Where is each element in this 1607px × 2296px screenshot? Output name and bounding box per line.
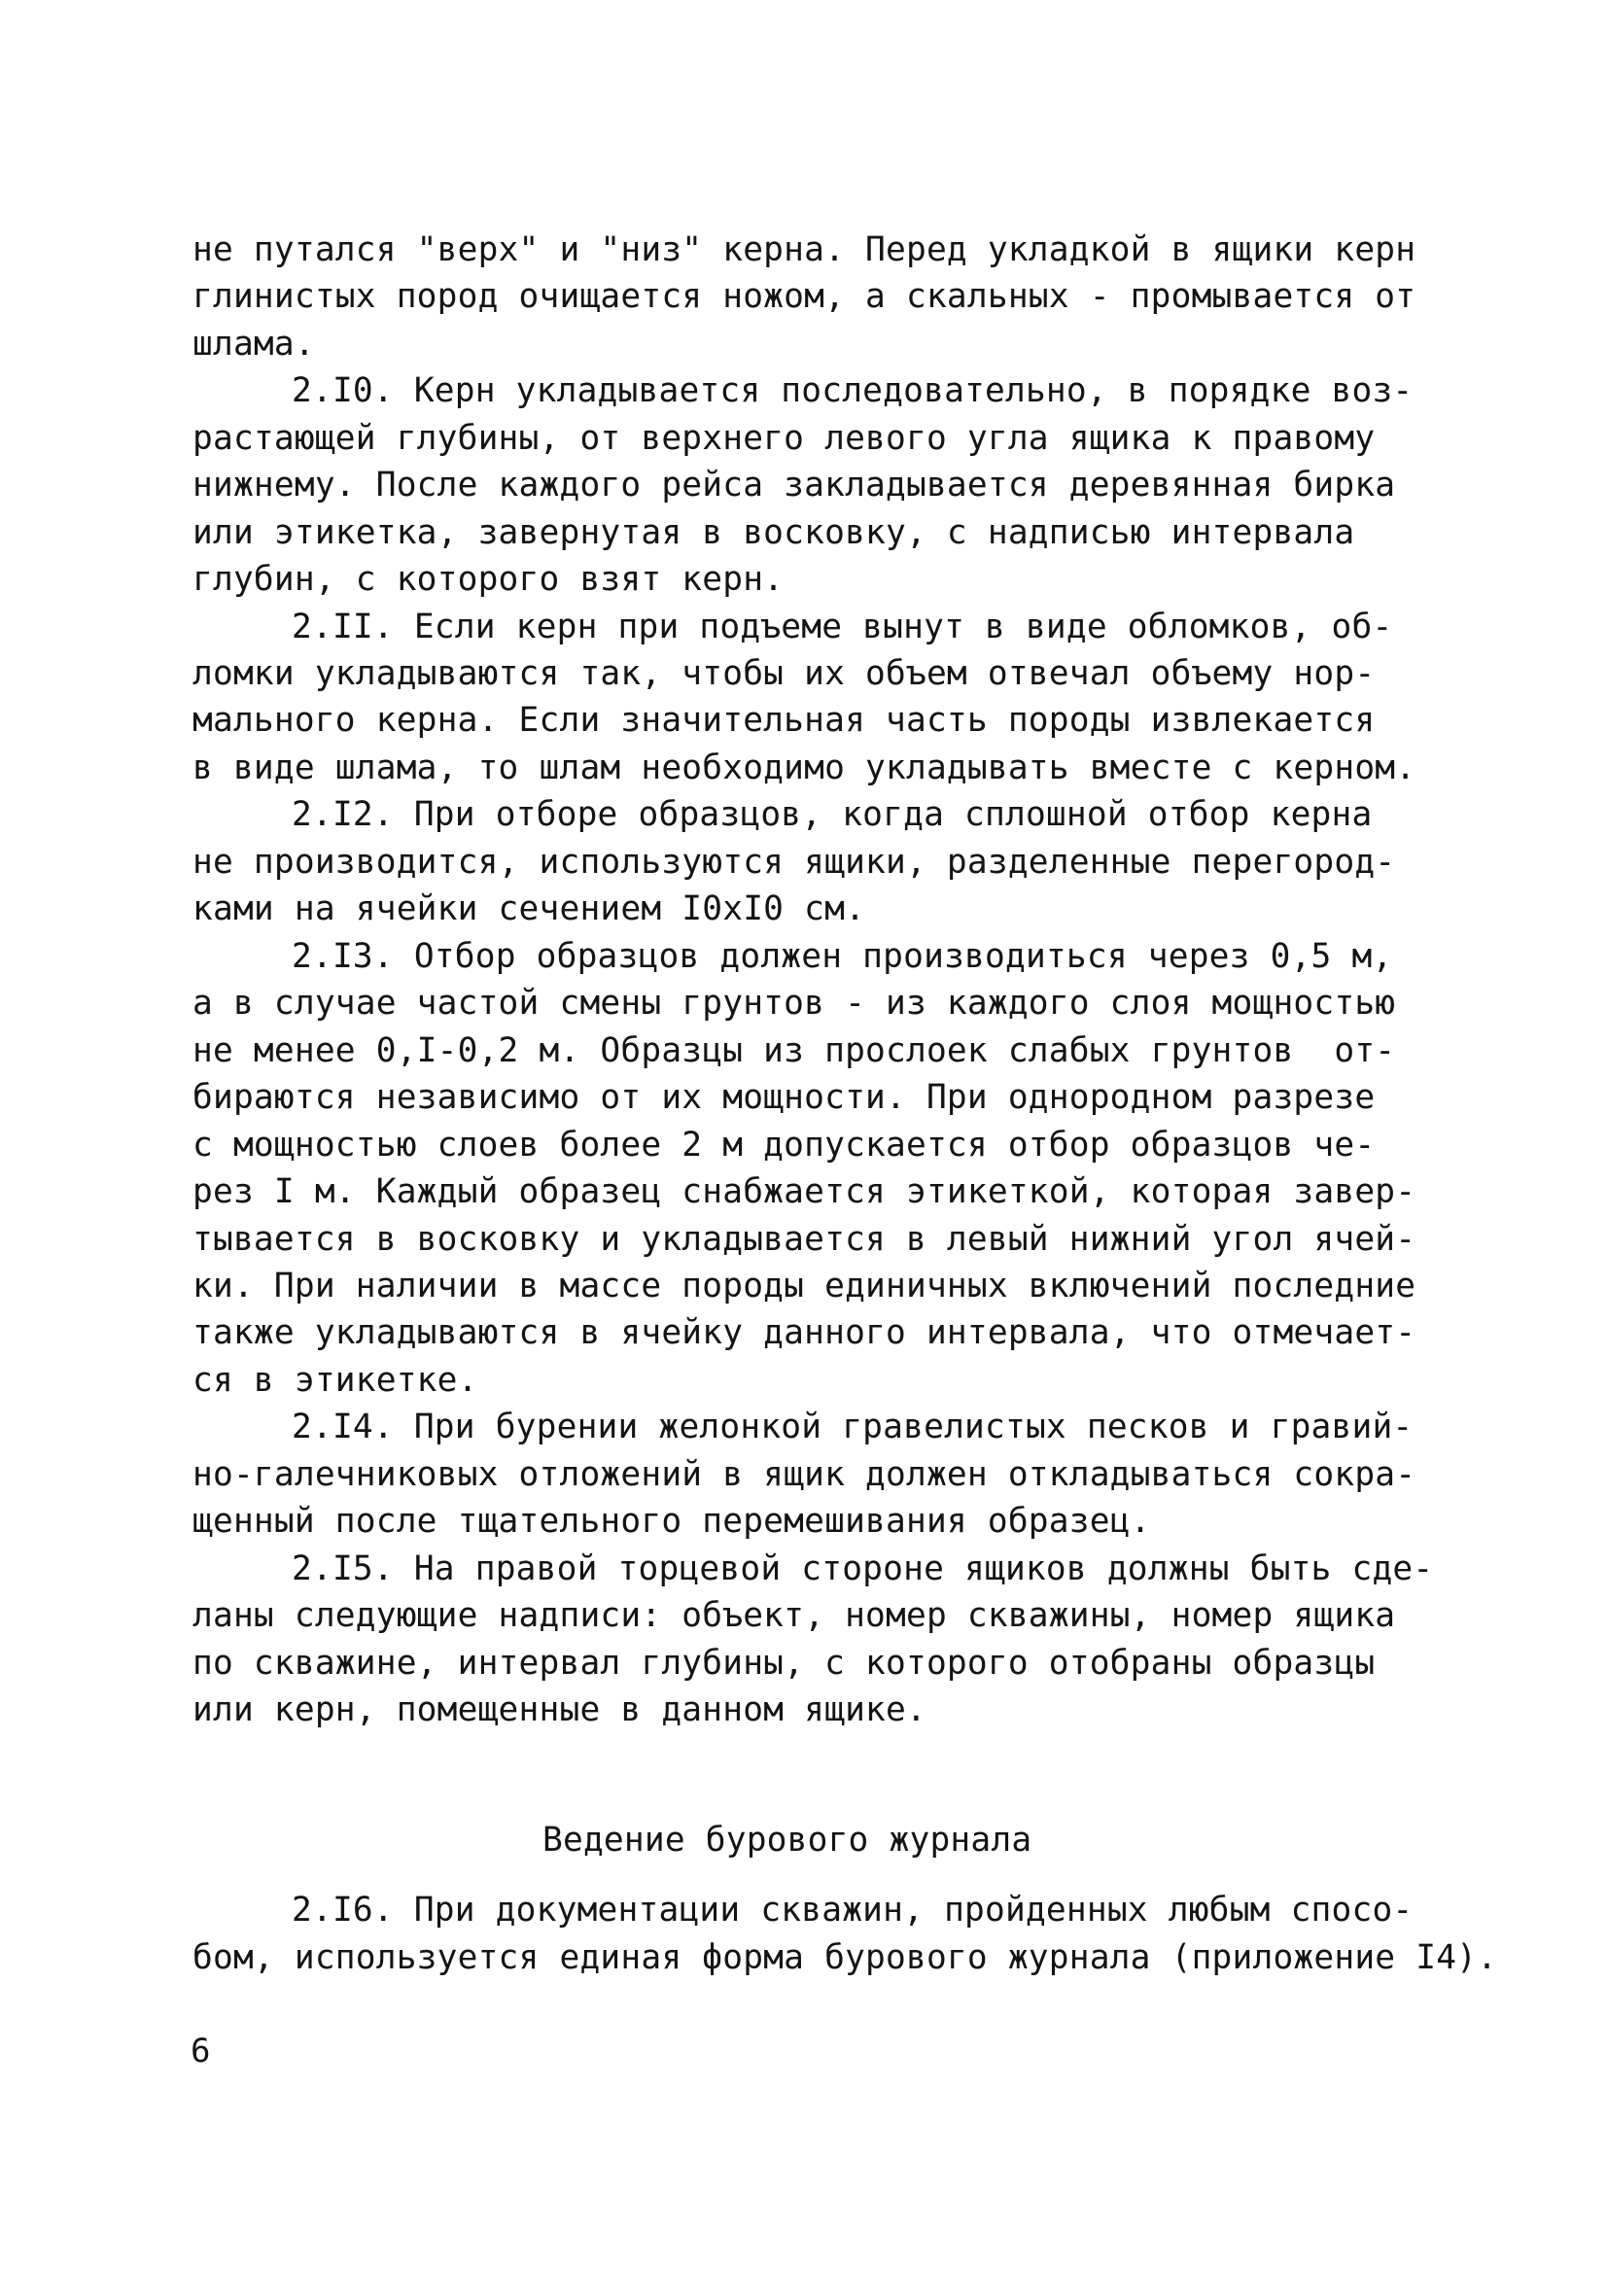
- paragraph-2-13-start: 2.I3. Отбор образцов должен производиться через 0,5 м,: [292, 937, 1393, 976]
- paragraph-2-10-start: 2.I0. Керн укладывается последовательно, в порядке воз-: [292, 371, 1414, 410]
- text-line: бираются независимо от их мощности. При однородном разрезе: [192, 1078, 1376, 1117]
- paragraph-2-15-start: 2.I5. На правой торцевой стороне ящиков должны быть сде-: [292, 1549, 1434, 1588]
- text-line: но-галечниковых отложений в ящик должен откладываться сокра-: [192, 1455, 1416, 1494]
- text-line: или этикетка, завернутая в восковку, с надписью интервала: [192, 513, 1355, 552]
- text-line: не путался "верх" и "низ" керна. Перед укладкой в ящики керн: [192, 230, 1416, 269]
- text-line: или керн, помещенные в данном ящике.: [192, 1690, 926, 1729]
- text-line: а в случае частой смены грунтов - из каждого слоя мощностью: [192, 984, 1396, 1023]
- text-line: щенный после тщательного перемешивания образец.: [192, 1502, 1151, 1541]
- text-line: не менее 0,I-0,2 м. Образцы из прослоек слабых грунтов от-: [192, 1031, 1396, 1070]
- section-heading: Ведение бурового журнала: [542, 1821, 1032, 1860]
- text-line: с мощностью слоев более 2 м допускается отбор образцов че-: [192, 1126, 1376, 1165]
- text-line: рез I м. Каждый образец снабжается этикеткой, которая завер-: [192, 1172, 1416, 1211]
- text-line: тывается в восковку и укладывается в левый нижний угол ячей-: [192, 1220, 1416, 1259]
- text-line: по скважине, интервал глубины, с которого отобраны образцы: [192, 1644, 1376, 1683]
- text-line: в виде шлама, то шлам необходимо укладывать вместе с керном.: [192, 748, 1416, 787]
- paragraph-2-14-start: 2.I4. При бурении желонкой гравелистых песков и гравий-: [292, 1408, 1414, 1446]
- text-line: ся в этикетке.: [192, 1361, 478, 1400]
- paragraph-2-12-start: 2.I2. При отборе образцов, когда сплошной отбор керна: [292, 795, 1373, 834]
- text-line: растающей глубины, от верхнего левого угла ящика к правому: [192, 419, 1376, 458]
- text-line: ки. При наличии в массе породы единичных включений последние: [192, 1267, 1416, 1305]
- text-line: нижнему. После каждого рейса закладывается деревянная бирка: [192, 466, 1396, 504]
- paragraph-2-11-start: 2.II. Если керн при подъеме вынут в виде обломков, об-: [292, 608, 1393, 646]
- text-line: ломки укладываются так, чтобы их объем отвечал объему нор-: [192, 654, 1376, 693]
- text-line: не производится, используются ящики, разделенные перегород-: [192, 843, 1396, 882]
- text-line: мального керна. Если значительная часть породы извлекается: [192, 701, 1376, 740]
- text-line: ками на ячейки сечением I0хI0 см.: [192, 889, 866, 928]
- text-line: глубин, с которого взят керн.: [192, 560, 785, 599]
- text-line: бом, используется единая форма бурового журнала (приложение I4).: [192, 1938, 1498, 1977]
- text-line: ланы следующие надписи: объект, номер скважины, номер ящика: [192, 1596, 1396, 1635]
- paragraph-2-16-start: 2.I6. При документации скважин, пройденных любым спосо-: [292, 1891, 1414, 1930]
- text-line: шлама.: [192, 325, 315, 364]
- text-line: глинистых пород очищается ножом, а скальных - промывается от: [192, 277, 1416, 316]
- text-line: также укладываются в ячейку данного интервала, что отмечает-: [192, 1313, 1416, 1352]
- page-number: 6: [191, 2032, 211, 2070]
